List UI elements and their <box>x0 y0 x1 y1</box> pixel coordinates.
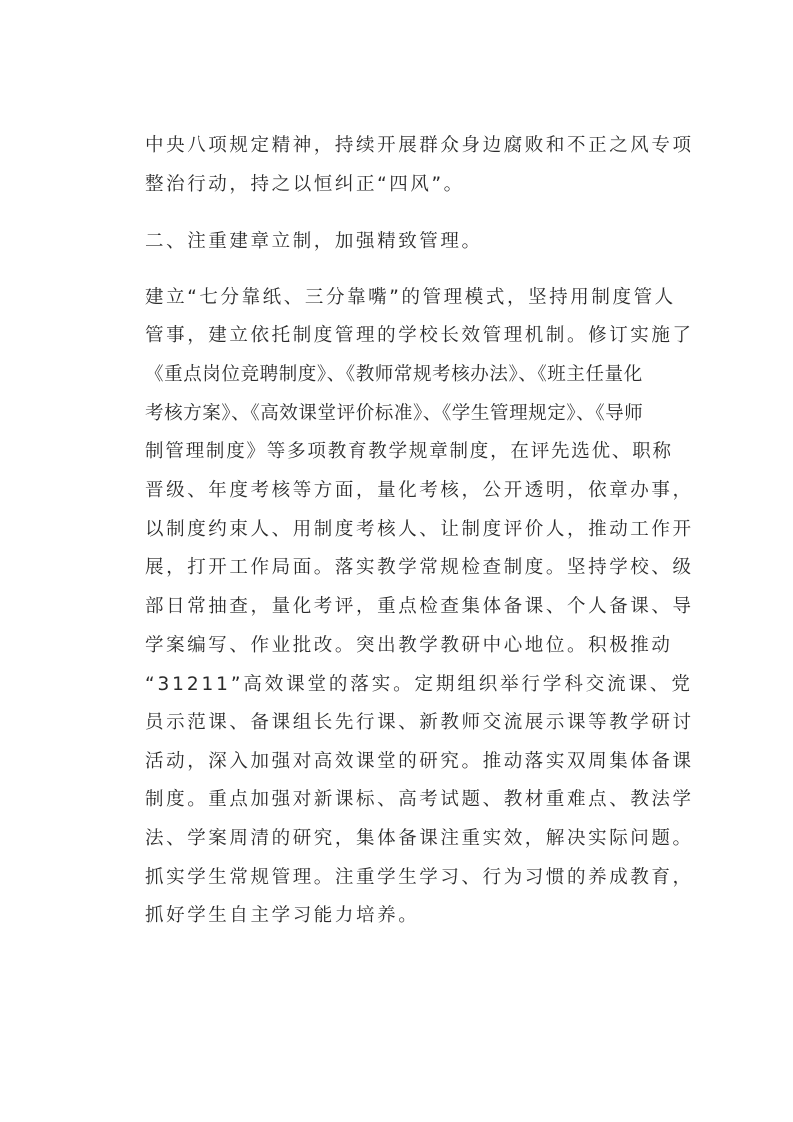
text-line: 抓实学生常规管理。注重学生学习、行为习惯的养成教育， <box>145 867 694 888</box>
text-line: 活动，深入加强对高效课堂的研究。推动落实双周集体备课 <box>145 751 694 772</box>
text-line: 制管理制度》等多项教育教学规章制度，在评先选优、职称 <box>145 441 673 462</box>
text-line: 学案编写、作业批改。突出教学教研中心地位。积极推动 <box>145 635 673 656</box>
text-line: 中央八项规定精神，持续开展群众身边腐败和不正之风专项 <box>145 135 694 156</box>
text-line: 员示范课、备课组长先行课、新教师交流展示课等教学研讨 <box>145 712 694 733</box>
text-line: “31211”高效课堂的落实。定期组织举行学科交流课、党 <box>145 674 693 695</box>
text-line: 管事，建立依托制度管理的学校长效管理机制。修订实施了 <box>145 325 694 346</box>
text-line: 整治行动，持之以恒纠正“四风”。 <box>145 174 465 195</box>
text-line: 晋级、年度考核等方面，量化考核，公开透明，依章办事， <box>145 480 694 501</box>
text-line: 抓好学生自主学习能力培养。 <box>145 905 420 926</box>
text-line: 制度。重点加强对新课标、高考试题、教材重难点、教法学 <box>145 789 694 810</box>
text-line: 展，打开工作局面。落实教学常规检查制度。坚持学校、级 <box>145 557 694 578</box>
text-line: 法、学案周清的研究，集体备课注重实效，解决实际问题。 <box>145 828 694 849</box>
text-line: 部日常抽查，量化考评，重点检查集体备课、个人备课、导 <box>145 596 694 617</box>
text-line: 《重点岗位竞聘制度》、《教师常规考核办法》、《班主任量化 <box>145 364 643 385</box>
section-heading: 二、注重建章立制，加强精致管理。 <box>145 231 483 252</box>
text-line: 考核方案》、《高效课堂评价标准》、《学生管理规定》、《导师 <box>145 403 644 424</box>
text-line: 建立“七分靠纸、三分靠嘴”的管理模式，坚持用制度管人 <box>145 287 676 308</box>
text-line: 以制度约束人、用制度考核人、让制度评价人，推动工作开 <box>145 519 694 540</box>
